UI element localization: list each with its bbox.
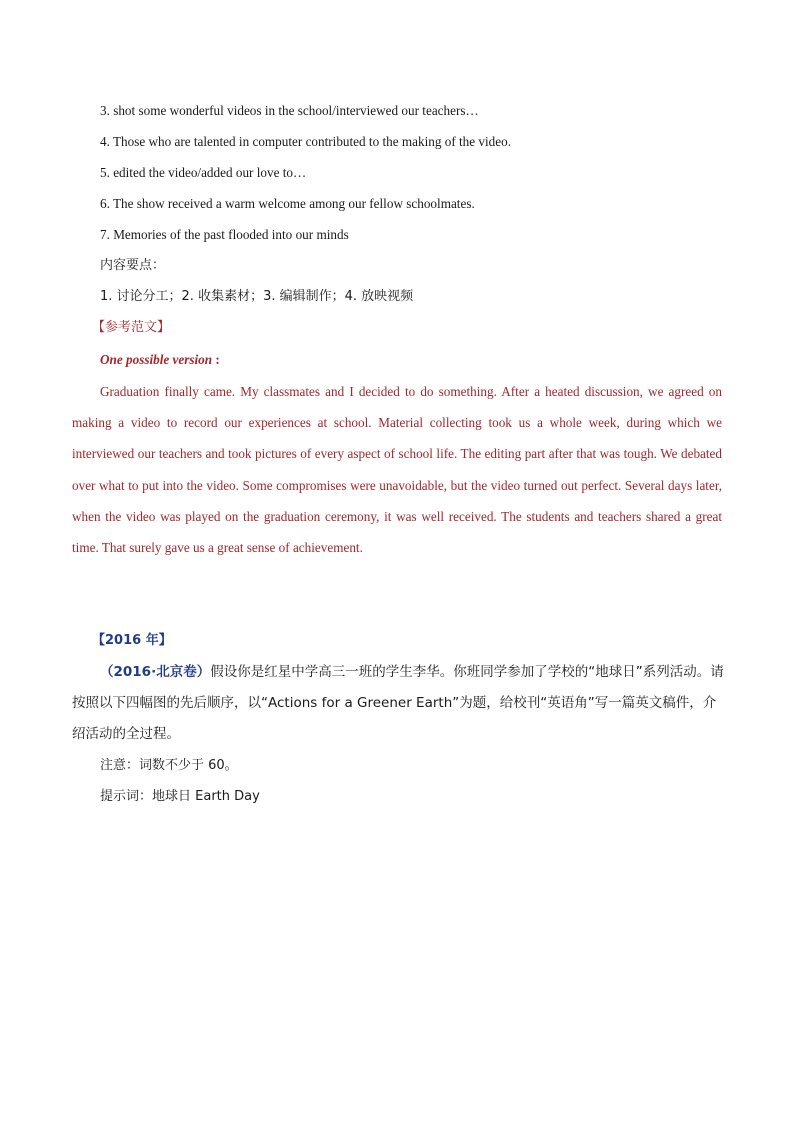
model-essay-heading: 【参考范文】	[92, 320, 171, 335]
section-2016-prompt: 假设你是红星中学高三一班的学生李华。你班同学参加了学校的“地球日”系列活动。请按照以下四幅图的先后顺序，以“Actions for a Greener Earth”为题，给校刊“英语角”写一篇英文稿件，介绍活动的全过程。	[72, 664, 724, 742]
answer-point-3: 3. shot some wonderful videos in the school/interviewed our teachers…	[100, 103, 479, 118]
section-2016-source: （2016·北京卷）	[100, 664, 211, 680]
model-essay-label: One possible version	[100, 352, 213, 367]
answer-point-4: 4. Those who are talented in computer contributed to the making of the video.	[100, 134, 512, 149]
answer-point-6: 6. The show received a warm welcome among our fellow schoolmates.	[100, 196, 475, 211]
model-essay-body: Graduation finally came. My classmates and I decided to do something. After a heated discussion, we agreed on making a video to record our experiences at school. Material collecting took us a whole week, during which we interviewed our teachers and took pictures of every aspect of school life. The editing part after that was tough. We debated over what to put into the video. Some compromises were unavoidable, but the video turned out perfect. Several days later, when the video was played on the graduation ceremony, it was well received. The students and teachers shared a great time. That surely gave us a great sense of achievement.	[72, 384, 722, 556]
answer-point-5: 5. edited the video/added our love to…	[100, 165, 307, 180]
model-essay-label-row	[100, 351, 220, 369]
section-2016-note: 注意：词数不少于 60。	[100, 758, 238, 773]
section-2016-heading: 【2016 年】	[92, 633, 172, 648]
answer-point-7: 7. Memories of the past flooded into our minds	[100, 227, 349, 242]
model-essay-text	[72, 376, 722, 563]
content-points-list: 1. 讨论分工；2. 收集素材；3. 编辑制作；4. 放映视频	[100, 289, 414, 304]
section-2016-prompt-block	[72, 657, 728, 750]
model-essay-colon: :	[212, 352, 220, 367]
section-2016-hint: 提示词：地球日 Earth Day	[100, 789, 260, 804]
content-points-heading: 内容要点：	[100, 258, 166, 273]
